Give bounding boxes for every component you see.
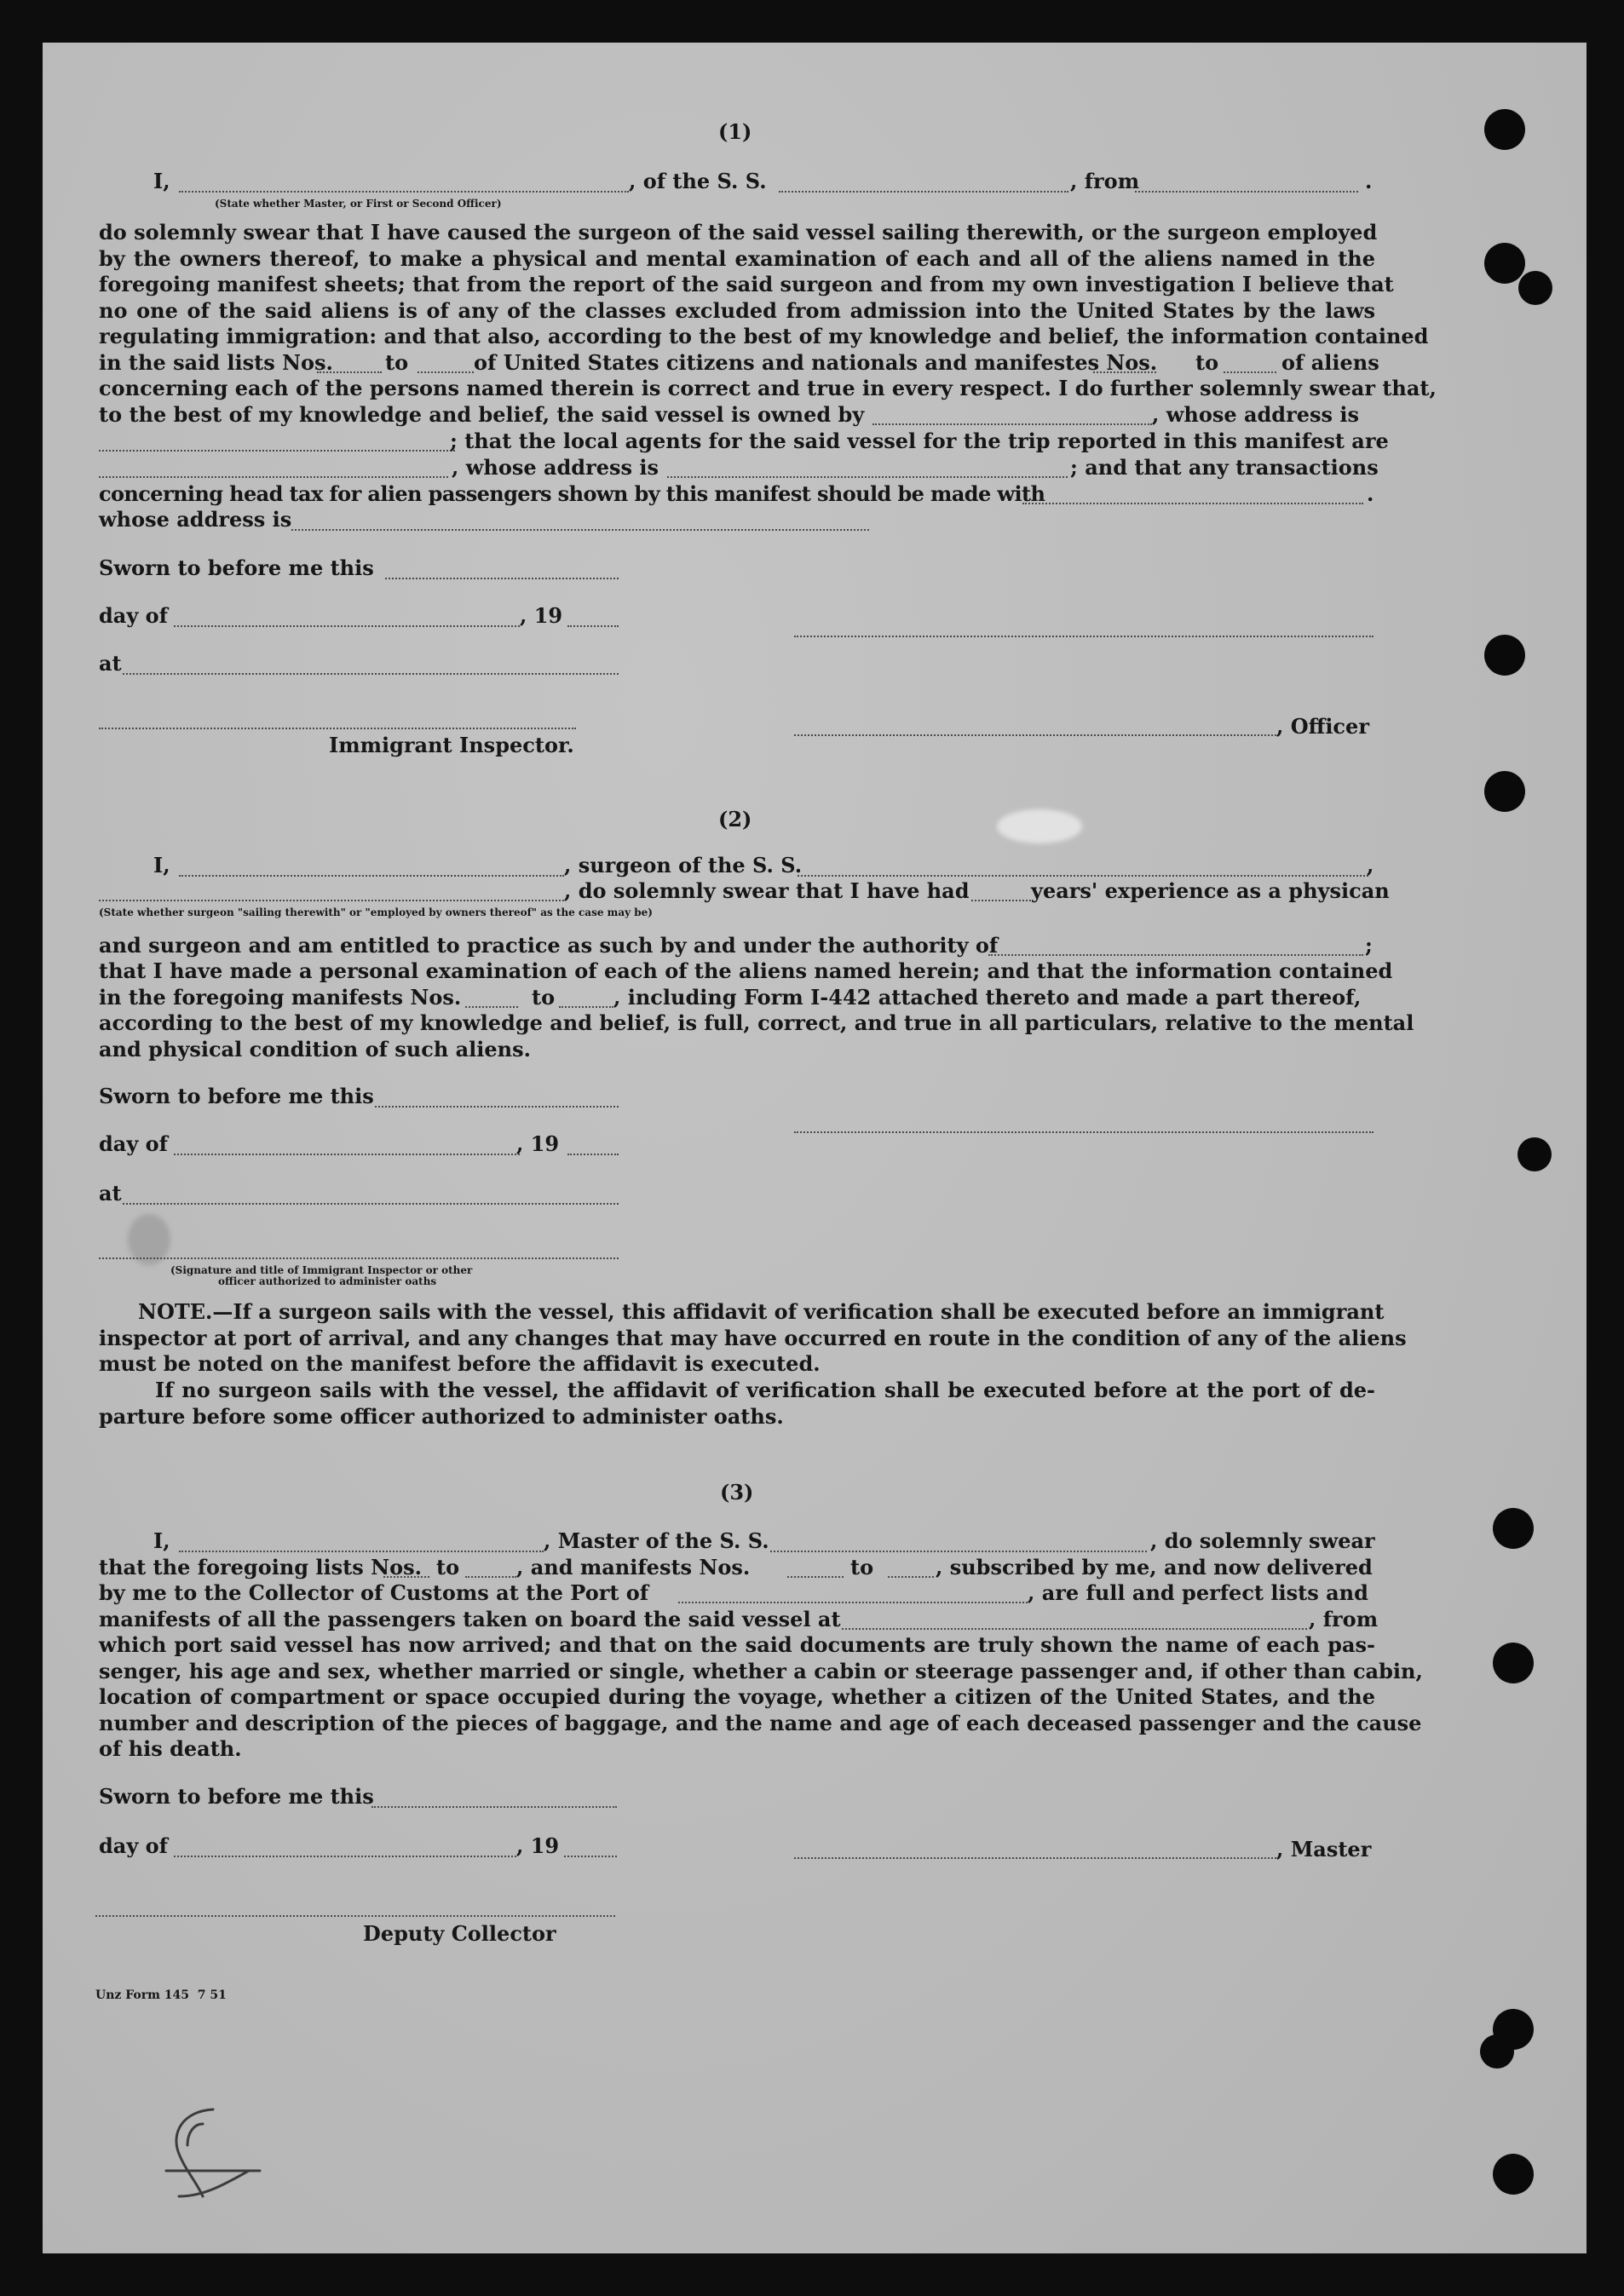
inspector-signature-field[interactable]	[99, 728, 576, 729]
body-line: senger, his age and sex, whether married or single, whether a cabin or steerage passenger and, if other than cabin,	[99, 1658, 1423, 1683]
of-ss-label: , of the S. S.	[629, 169, 767, 193]
authority-field[interactable]	[988, 954, 1363, 956]
boarding-port-field[interactable]	[842, 1628, 1307, 1630]
year-prefix: , 19	[520, 603, 563, 628]
section-1-heading: (1)	[718, 119, 752, 144]
body-line: by the owners thereof, to make a physical and mental examination of each and all of the aliens named in the	[99, 245, 1375, 271]
local-agents-label: ; that the local agents for the said vessel for the trip reported in this manifest are	[450, 429, 1389, 453]
sworn-label: Sworn to before me this	[99, 1784, 374, 1809]
note-paragraph-1	[99, 1299, 1407, 1378]
year-field[interactable]	[567, 625, 619, 627]
day-of-label: day of	[99, 1131, 168, 1156]
year-field[interactable]	[567, 1154, 619, 1155]
year-prefix: , 19	[516, 1833, 560, 1858]
sworn-label: Sworn to before me this	[99, 555, 374, 580]
note-line: inspector at port of arrival, and any changes that may have occurred en route in the condition of any of the aliens	[99, 1325, 1407, 1350]
sworn-day-field[interactable]	[371, 1806, 617, 1808]
inspector-signature-field[interactable]	[99, 1257, 619, 1259]
line-end-period: .	[1365, 169, 1373, 193]
body-line: number and description of the pieces of baggage, and the name and age of each deceased passenger and the cause	[99, 1710, 1422, 1735]
line-end-comma: ,	[1367, 853, 1374, 878]
head-tax-label: concerning head tax for alien passengers shown by this manifest should be made with	[99, 481, 1045, 506]
from-label: , from	[1070, 169, 1140, 193]
master-of-ss-label: , Master of the S. S.	[544, 1528, 769, 1553]
contact-address-field[interactable]	[291, 529, 869, 531]
officer-line-prefix: I,	[153, 169, 170, 193]
owner-address-field[interactable]	[99, 450, 455, 452]
note-paragraph-2	[99, 1378, 1375, 1430]
master-line-prefix: I,	[153, 1528, 170, 1553]
agents-address-label: , whose address is	[452, 455, 659, 480]
day-of-label: day of	[99, 603, 168, 628]
section-3-heading: (3)	[720, 1480, 754, 1505]
deputy-collector-label: Deputy Collector	[363, 1921, 556, 1946]
head-tax-end: .	[1367, 481, 1374, 506]
body-line: concerning each of the persons named therein is correct and true in every respect. I do further solemnly swear that,	[99, 376, 1437, 400]
lists-to-field[interactable]	[465, 1576, 516, 1578]
collector-port-label: by me to the Collector of Customs at the Port of	[99, 1580, 649, 1605]
manifests-label: of United States citizens and nationals and manifestes Nos.	[474, 350, 1158, 375]
perfect-lists-label: , are full and perfect lists and	[1028, 1580, 1368, 1605]
of-aliens-label: of aliens	[1281, 350, 1379, 375]
agents-address-field[interactable]	[667, 476, 1068, 478]
officer-note: (State whether Master, or First or Second Officer)	[215, 198, 502, 210]
from-port-field[interactable]	[1135, 191, 1358, 193]
officer-signature-field[interactable]	[794, 636, 1373, 637]
master-vessel-field[interactable]	[770, 1551, 1147, 1552]
years-field[interactable]	[971, 900, 1031, 901]
whose-address-label: , whose address is	[1152, 402, 1359, 427]
punch-hole	[1493, 1643, 1534, 1683]
body-line: location of compartment or space occupied during the voyage, whether a citizen of the United States, and the	[99, 1684, 1375, 1709]
lists-from-field[interactable]	[383, 1576, 429, 1578]
foregoing-to-field[interactable]	[559, 1006, 613, 1008]
body-line: no one of the said aliens is of any of the classes excluded from admission into the United States by the laws	[99, 297, 1375, 323]
foregoing-manifests-label: in the foregoing manifests Nos.	[99, 985, 462, 1010]
master-swear-label: , do solemnly swear	[1150, 1528, 1375, 1553]
foregoing-lists-label: that the foregoing lists Nos.	[99, 1555, 422, 1580]
paper-smudge	[997, 809, 1082, 843]
swear-label: , do solemnly swear that I have had	[564, 878, 970, 903]
immigrant-inspector-label: Immigrant Inspector.	[329, 733, 574, 757]
sworn-label: Sworn to before me this	[99, 1084, 374, 1108]
to-label: to	[532, 985, 556, 1010]
lists-nos-from-field[interactable]	[317, 371, 382, 373]
officer-title-field[interactable]	[794, 734, 1276, 736]
port-field[interactable]	[678, 1602, 1028, 1603]
body-line: that I have made a personal examination of each of the aliens named herein; and that the information contained	[99, 958, 1393, 983]
punch-hole	[1484, 771, 1525, 812]
note-line: NOTE.—If a surgeon sails with the vessel, this affidavit of verification shall be executed before an immigrant	[138, 1299, 1385, 1324]
at-label: at	[99, 1181, 122, 1206]
sworn-day-field[interactable]	[385, 578, 619, 579]
vessel-name-field[interactable]	[779, 191, 1068, 193]
manifests-nos-to-field[interactable]	[1224, 371, 1276, 373]
to-label: to	[385, 350, 409, 375]
master-label: , Master	[1276, 1837, 1372, 1862]
section-2-body	[99, 958, 1393, 985]
body-line: do solemnly swear that I have caused the surgeon of the said vessel sailing therewith, or the surgeon employed	[99, 220, 1378, 245]
foregoing-from-field[interactable]	[465, 1006, 518, 1008]
punch-hole	[1493, 1508, 1534, 1549]
place-field[interactable]	[123, 1203, 619, 1205]
body-line: which port said vessel has now arrived; and that on the said documents are truly shown the name of each pas-	[99, 1632, 1375, 1657]
manifests-nos-label: , and manifests Nos.	[516, 1555, 751, 1580]
authority-end: ;	[1365, 933, 1373, 958]
place-field[interactable]	[123, 673, 619, 675]
note-line: If no surgeon sails with the vessel, the affidavit of verification shall be executed before at the port of de-	[155, 1378, 1375, 1402]
to-label: to	[1195, 350, 1219, 375]
note-line: parture before some officer authorized to administer oaths.	[99, 1403, 784, 1429]
section-1-body	[99, 220, 1429, 350]
section-2-heading: (2)	[718, 807, 752, 832]
surgeon-status-field[interactable]	[99, 900, 564, 901]
to-label: to	[436, 1555, 460, 1580]
deputy-collector-signature-field[interactable]	[95, 1915, 615, 1917]
punch-hole	[1484, 635, 1525, 676]
pencil-handwritten-mark	[153, 2103, 273, 2205]
subscribed-label: , subscribed by me, and now delivered	[936, 1555, 1373, 1580]
body-line: regulating immigration: and that also, according to the best of my knowledge and belief, the information contained	[99, 324, 1429, 348]
officer-label: , Officer	[1276, 714, 1369, 739]
day-of-label: day of	[99, 1833, 168, 1858]
master-signature-field[interactable]	[794, 1857, 1276, 1859]
year-field[interactable]	[564, 1856, 617, 1857]
month-field[interactable]	[174, 625, 520, 627]
local-agents-field[interactable]	[99, 476, 448, 478]
month-field[interactable]	[174, 1154, 520, 1155]
surgeon-signature-field[interactable]	[794, 1131, 1373, 1133]
owned-by-label: to the best of my knowledge and belief, the said vessel is owned by	[99, 402, 865, 427]
surgeon-vessel-field[interactable]	[798, 875, 1368, 877]
surgeon-line-prefix: I,	[153, 853, 170, 878]
years-experience-label: years' experience as a physican	[1031, 878, 1390, 903]
year-prefix: , 19	[516, 1131, 560, 1156]
punch-hole	[1480, 2034, 1514, 2069]
at-label: at	[99, 651, 122, 676]
owner-field[interactable]	[872, 423, 1152, 425]
punch-hole	[1484, 243, 1525, 284]
month-field[interactable]	[174, 1856, 516, 1857]
from-label: , from	[1309, 1607, 1379, 1631]
surgeon-name-field[interactable]	[179, 875, 564, 877]
body-line: and physical condition of such aliens.	[99, 1036, 531, 1062]
punch-hole	[1484, 109, 1525, 150]
authority-label: and surgeon and am entitled to practice as such by and under the authority of	[99, 933, 999, 958]
signature-note-2: officer authorized to administer oaths	[218, 1275, 437, 1287]
lists-nos-to-field[interactable]	[418, 371, 474, 373]
body-line: of his death.	[99, 1736, 242, 1761]
section-1-body-2	[99, 376, 1437, 402]
taken-on-board-label: manifests of all the passengers taken on board the said vessel at	[99, 1607, 841, 1631]
sworn-day-field[interactable]	[375, 1106, 619, 1108]
surgeon-of-ss-label: , surgeon of the S. S.	[564, 853, 803, 878]
punch-hole	[1493, 2154, 1534, 2195]
form-number: Unz Form 145 7 51	[95, 1988, 227, 2002]
section-2-body-2	[99, 1010, 1414, 1062]
note-line: must be noted on the manifest before the affidavit is executed.	[99, 1351, 821, 1376]
punch-hole	[1518, 271, 1552, 305]
master-name-field[interactable]	[179, 1551, 544, 1552]
transactions-label: ; and that any transactions	[1070, 455, 1379, 480]
body-line: foregoing manifest sheets; that from the report of the said surgeon and from my own investigation I believe that	[99, 272, 1394, 296]
punch-hole	[1517, 1137, 1552, 1171]
officer-name-field[interactable]	[179, 191, 629, 193]
contact-address-label: whose address is	[99, 507, 292, 532]
body-line: according to the best of my knowledge and belief, is full, correct, and true in all particulars, relative to the mental	[99, 1010, 1414, 1035]
manifests-to-field[interactable]	[888, 1576, 934, 1578]
head-tax-contact-field[interactable]	[1022, 503, 1363, 504]
lists-nos-label: in the said lists Nos.	[99, 350, 333, 375]
manifests-from-field[interactable]	[787, 1576, 844, 1578]
form-i442-label: , including Form I-442 attached thereto and made a part thereof,	[613, 985, 1362, 1010]
signature-note: (Signature and title of Immigrant Inspector or other	[170, 1264, 473, 1276]
section-3-body	[99, 1632, 1423, 1763]
surgeon-note: (State whether surgeon "sailing therewith" or "employed by owners thereof" as the case may be)	[99, 906, 653, 918]
to-label: to	[850, 1555, 874, 1580]
manifests-nos-from-field[interactable]	[1093, 371, 1156, 373]
